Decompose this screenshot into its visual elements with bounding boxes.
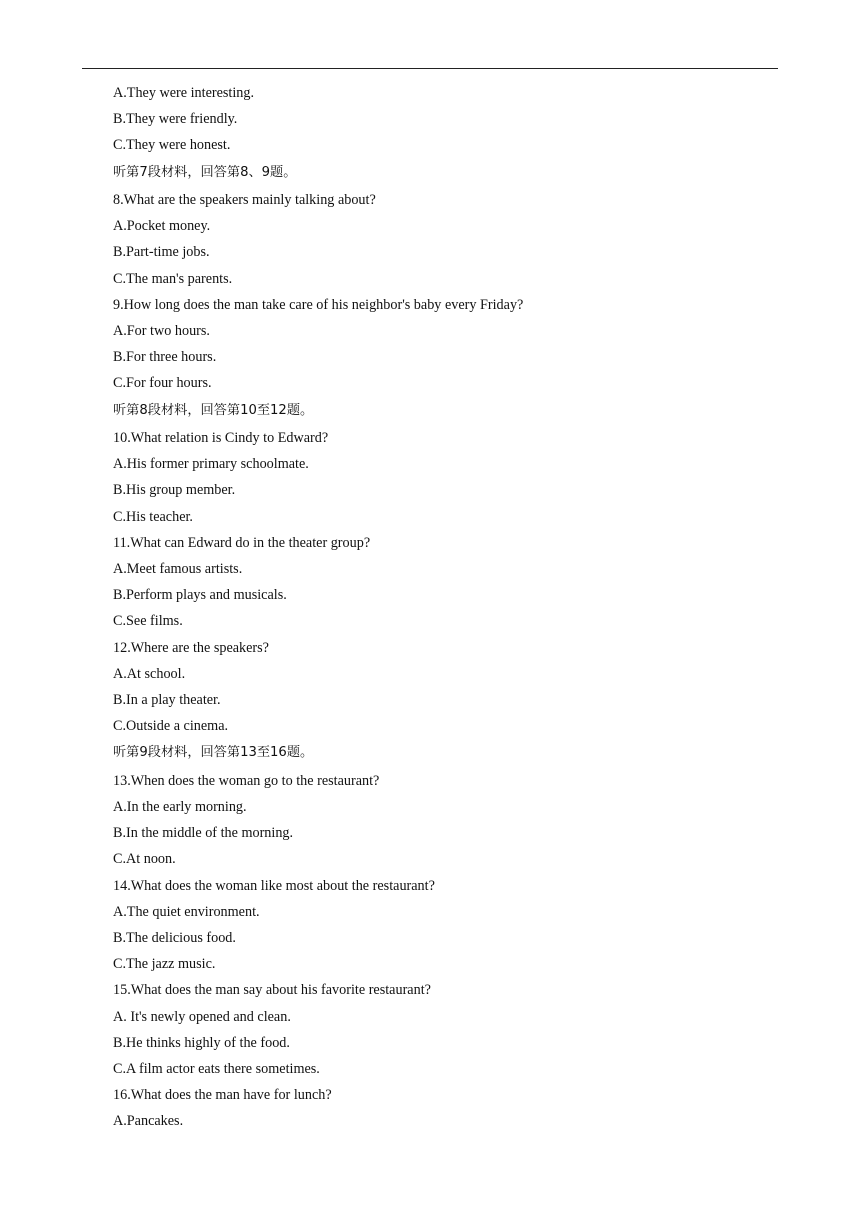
- question-text: 8.What are the speakers mainly talking about?: [113, 192, 376, 209]
- question-text: 14.What does the woman like most about the restaurant?: [113, 877, 435, 894]
- answer-option: A.The quiet environment.: [113, 903, 260, 920]
- question-text: 12.Where are the speakers?: [113, 639, 269, 656]
- answer-option: A.At school.: [113, 665, 186, 682]
- answer-option: A.In the early morning.: [113, 799, 247, 815]
- section-instruction: 听第8段材料，回答第10至12题。: [113, 402, 314, 418]
- answer-option: A.Pancakes.: [113, 1113, 184, 1130]
- answer-option: B.Perform plays and musicals.: [113, 587, 287, 604]
- answer-option: B.For three hours.: [113, 349, 217, 366]
- answer-option: A. It's newly opened and clean.: [113, 1008, 291, 1025]
- question-text: 9.How long does the man take care of his neighbor's baby every Friday?: [113, 296, 524, 313]
- document-body: [113, 80, 773, 1134]
- answer-option: C.His teacher.: [113, 508, 193, 525]
- answer-option: B.In the middle of the morning.: [113, 825, 294, 842]
- answer-option: A.They were interesting.: [113, 85, 255, 101]
- answer-option: C.The jazz music.: [113, 956, 216, 973]
- answer-option: B.He thinks highly of the food.: [113, 1034, 290, 1051]
- answer-option: B.His group member.: [113, 482, 236, 499]
- answer-option: C.At noon.: [113, 851, 176, 868]
- answer-option: A.Pocket money.: [113, 218, 211, 235]
- answer-option: A.Meet famous artists.: [113, 561, 243, 577]
- section-instruction: 听第9段材料，回答第13至16题。: [113, 745, 314, 761]
- answer-option: A.For two hours.: [113, 323, 210, 339]
- question-text: 10.What relation is Cindy to Edward?: [113, 430, 329, 447]
- answer-option: C.They were honest.: [113, 137, 231, 154]
- answer-option: B.Part-time jobs.: [113, 244, 210, 261]
- question-text: 16.What does the man have for lunch?: [113, 1087, 332, 1104]
- question-text: 13.When does the woman go to the restaurant?: [113, 772, 380, 789]
- answer-option: A.His former primary schoolmate.: [113, 456, 309, 473]
- header-rule: [82, 68, 778, 69]
- answer-option: C.For four hours.: [113, 375, 212, 392]
- answer-option: C.The man's parents.: [113, 270, 233, 287]
- question-text: 11.What can Edward do in the theater group?: [113, 534, 371, 551]
- section-instruction: 听第7段材料，回答第8、9题。: [113, 164, 297, 180]
- question-text: 15.What does the man say about his favorite restaurant?: [113, 982, 431, 999]
- answer-option: C.A film actor eats there sometimes.: [113, 1060, 320, 1077]
- answer-option: C.Outside a cinema.: [113, 718, 229, 735]
- answer-option: B.The delicious food.: [113, 929, 236, 946]
- answer-option: B.They were friendly.: [113, 111, 238, 128]
- answer-option: C.See films.: [113, 613, 183, 630]
- answer-option: B.In a play theater.: [113, 691, 221, 708]
